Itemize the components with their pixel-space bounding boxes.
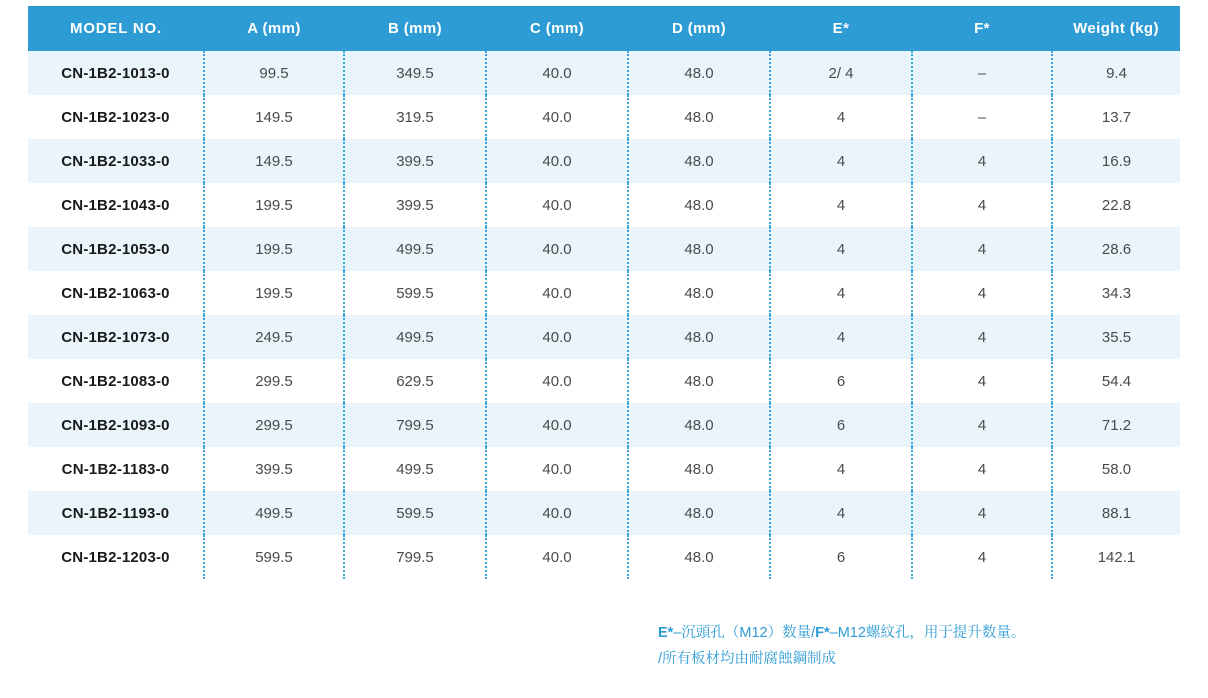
cell-c: 40.0	[486, 227, 628, 271]
cell-f: 4	[912, 315, 1052, 359]
column-header-d: D (mm)	[628, 6, 770, 51]
cell-e: 6	[770, 359, 912, 403]
cell-b: 499.5	[344, 447, 486, 491]
cell-model: CN-1B2-1023-0	[28, 95, 204, 139]
cell-weight: 142.1	[1052, 535, 1180, 579]
column-header-f: F*	[912, 6, 1052, 51]
cell-c: 40.0	[486, 491, 628, 535]
cell-b: 799.5	[344, 403, 486, 447]
cell-model: CN-1B2-1063-0	[28, 271, 204, 315]
cell-b: 399.5	[344, 183, 486, 227]
cell-d: 48.0	[628, 227, 770, 271]
cell-e: 4	[770, 271, 912, 315]
table-row	[28, 183, 1180, 227]
cell-model: CN-1B2-1093-0	[28, 403, 204, 447]
cell-model: CN-1B2-1183-0	[28, 447, 204, 491]
cell-e: 4	[770, 491, 912, 535]
table-row	[28, 491, 1180, 535]
column-header-model: MODEL NO.	[28, 6, 204, 51]
cell-f: 4	[912, 447, 1052, 491]
cell-weight: 58.0	[1052, 447, 1180, 491]
cell-e: 4	[770, 447, 912, 491]
cell-b: 499.5	[344, 227, 486, 271]
cell-model: CN-1B2-1053-0	[28, 227, 204, 271]
table-row	[28, 315, 1180, 359]
cell-weight: 22.8	[1052, 183, 1180, 227]
cell-e: 4	[770, 315, 912, 359]
cell-a: 299.5	[204, 359, 344, 403]
cell-model: CN-1B2-1203-0	[28, 535, 204, 579]
cell-weight: 9.4	[1052, 51, 1180, 95]
cell-weight: 28.6	[1052, 227, 1180, 271]
table-row	[28, 227, 1180, 271]
cell-a: 199.5	[204, 227, 344, 271]
cell-e: 6	[770, 403, 912, 447]
cell-a: 99.5	[204, 51, 344, 95]
column-header-c: C (mm)	[486, 6, 628, 51]
table-row	[28, 535, 1180, 579]
cell-b: 629.5	[344, 359, 486, 403]
cell-weight: 16.9	[1052, 139, 1180, 183]
cell-weight: 35.5	[1052, 315, 1180, 359]
cell-a: 599.5	[204, 535, 344, 579]
cell-f: 4	[912, 227, 1052, 271]
cell-f: 4	[912, 359, 1052, 403]
cell-a: 399.5	[204, 447, 344, 491]
table-row	[28, 403, 1180, 447]
table-row	[28, 447, 1180, 491]
cell-b: 599.5	[344, 271, 486, 315]
cell-e: 2/ 4	[770, 51, 912, 95]
cell-d: 48.0	[628, 95, 770, 139]
cell-e: 6	[770, 535, 912, 579]
cell-f: 4	[912, 403, 1052, 447]
footnote-f-label: F*	[815, 625, 830, 641]
cell-b: 599.5	[344, 491, 486, 535]
cell-weight: 88.1	[1052, 491, 1180, 535]
cell-weight: 13.7	[1052, 95, 1180, 139]
cell-c: 40.0	[486, 51, 628, 95]
cell-c: 40.0	[486, 271, 628, 315]
cell-weight: 54.4	[1052, 359, 1180, 403]
column-header-e: E*	[770, 6, 912, 51]
cell-d: 48.0	[628, 491, 770, 535]
column-header-b: B (mm)	[344, 6, 486, 51]
footnote-f-text: –M12螺紋孔，用于提升数量。	[829, 625, 1026, 641]
cell-b: 399.5	[344, 139, 486, 183]
cell-d: 48.0	[628, 403, 770, 447]
cell-f: 4	[912, 139, 1052, 183]
cell-f: –	[912, 51, 1052, 95]
cell-model: CN-1B2-1043-0	[28, 183, 204, 227]
cell-b: 349.5	[344, 51, 486, 95]
cell-c: 40.0	[486, 403, 628, 447]
table-body	[28, 51, 1180, 579]
cell-c: 40.0	[486, 183, 628, 227]
cell-a: 199.5	[204, 183, 344, 227]
cell-model: CN-1B2-1033-0	[28, 139, 204, 183]
cell-model: CN-1B2-1013-0	[28, 51, 204, 95]
column-header-a: A (mm)	[204, 6, 344, 51]
table-header-row	[28, 6, 1180, 51]
cell-f: 4	[912, 491, 1052, 535]
cell-d: 48.0	[628, 271, 770, 315]
cell-c: 40.0	[486, 139, 628, 183]
column-header-weight: Weight (kg)	[1052, 6, 1180, 51]
footnote	[658, 620, 1188, 672]
cell-b: 799.5	[344, 535, 486, 579]
table-row	[28, 51, 1180, 95]
cell-weight: 71.2	[1052, 403, 1180, 447]
cell-a: 249.5	[204, 315, 344, 359]
cell-f: 4	[912, 271, 1052, 315]
cell-d: 48.0	[628, 359, 770, 403]
cell-b: 319.5	[344, 95, 486, 139]
cell-c: 40.0	[486, 359, 628, 403]
table-row	[28, 359, 1180, 403]
cell-d: 48.0	[628, 315, 770, 359]
cell-a: 149.5	[204, 95, 344, 139]
cell-f: 4	[912, 535, 1052, 579]
cell-d: 48.0	[628, 535, 770, 579]
footnote-line-2: /所有板材均由耐腐蝕鋼制成	[658, 651, 837, 667]
cell-model: CN-1B2-1083-0	[28, 359, 204, 403]
cell-d: 48.0	[628, 183, 770, 227]
cell-d: 48.0	[628, 139, 770, 183]
cell-c: 40.0	[486, 447, 628, 491]
cell-e: 4	[770, 139, 912, 183]
table-row	[28, 139, 1180, 183]
cell-e: 4	[770, 95, 912, 139]
cell-a: 499.5	[204, 491, 344, 535]
cell-model: CN-1B2-1073-0	[28, 315, 204, 359]
table-row	[28, 95, 1180, 139]
model-spec-table	[28, 6, 1180, 579]
cell-a: 149.5	[204, 139, 344, 183]
cell-a: 299.5	[204, 403, 344, 447]
cell-f: –	[912, 95, 1052, 139]
cell-c: 40.0	[486, 95, 628, 139]
cell-c: 40.0	[486, 535, 628, 579]
cell-model: CN-1B2-1193-0	[28, 491, 204, 535]
cell-e: 4	[770, 227, 912, 271]
cell-d: 48.0	[628, 51, 770, 95]
cell-a: 199.5	[204, 271, 344, 315]
cell-e: 4	[770, 183, 912, 227]
cell-b: 499.5	[344, 315, 486, 359]
footnote-e-label: E*	[658, 625, 674, 641]
cell-d: 48.0	[628, 447, 770, 491]
cell-c: 40.0	[486, 315, 628, 359]
cell-weight: 34.3	[1052, 271, 1180, 315]
table-row	[28, 271, 1180, 315]
cell-f: 4	[912, 183, 1052, 227]
footnote-line-1	[658, 620, 1188, 646]
table-header	[28, 6, 1180, 51]
footnote-e-text: –沉頭孔（M12）数量/	[673, 625, 816, 641]
